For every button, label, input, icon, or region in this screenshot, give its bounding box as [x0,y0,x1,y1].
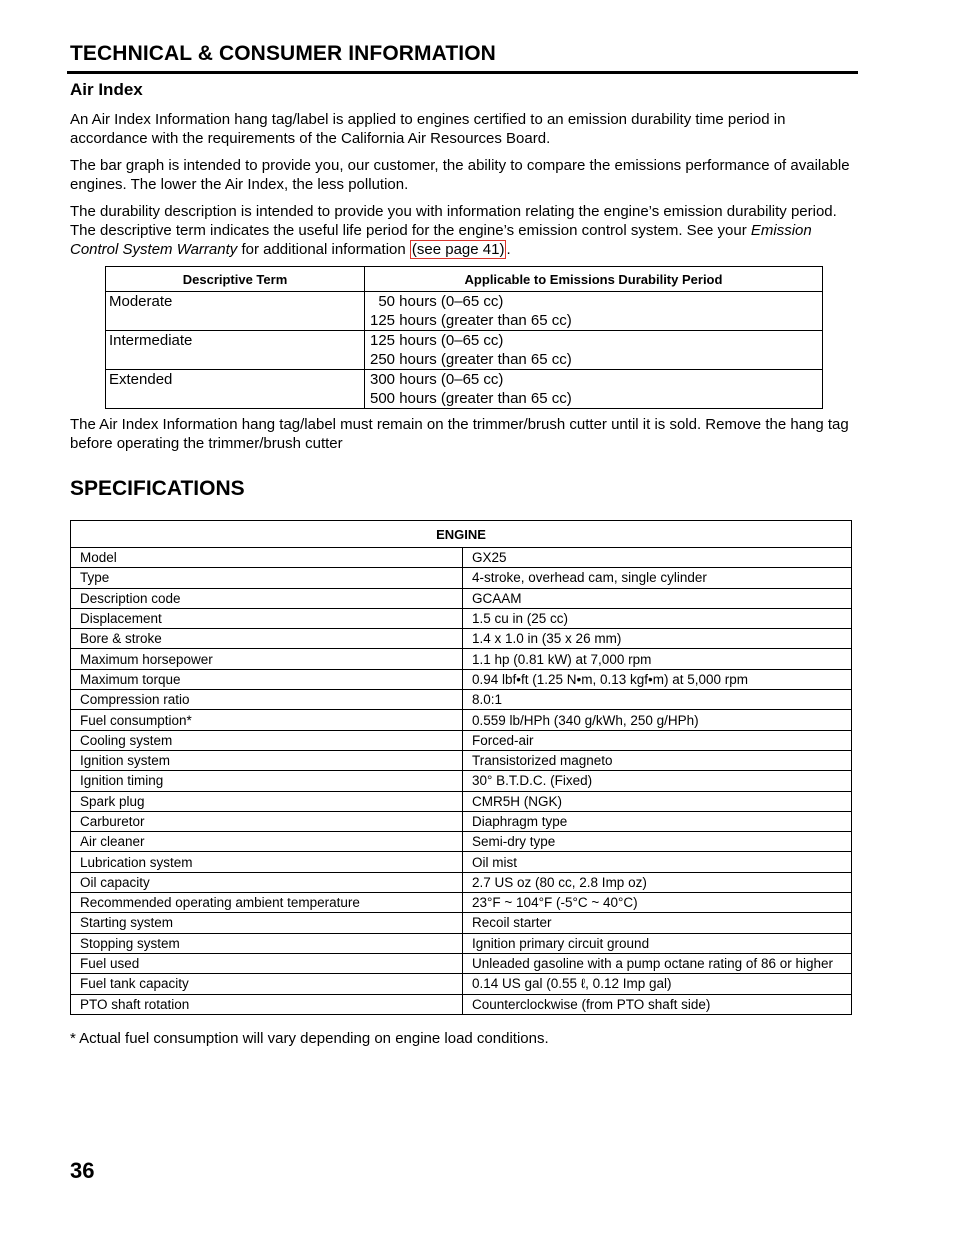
air-index-paragraph-3 [70,202,855,259]
period-line: 125 hours (greater than 65 cc) [370,312,572,329]
specifications-title: SPECIFICATIONS [70,477,245,500]
table-row [71,933,852,953]
spec-label-cell: Ignition timing [71,771,463,791]
spec-label-cell: Maximum torque [71,669,463,689]
spec-label-cell: Recommended operating ambient temperature [71,893,463,913]
spec-value-cell: Transistorized magneto [463,750,852,770]
spec-value-cell: 1.1 hp (0.81 kW) at 7,000 rpm [463,649,852,669]
spec-table-body [71,548,852,1015]
spec-label-cell: Starting system [71,913,463,933]
air-index-paragraph-1: An Air Index Information hang tag/label is applied to engines certified to an emission durability time period in accordance with the requirements of the California Air Resources Board. [70,111,786,147]
spec-value-cell: 1.5 cu in (25 cc) [463,608,852,628]
table-row [71,913,852,933]
durability-period-cell [365,331,823,370]
spec-label-cell: Fuel consumption* [71,710,463,730]
spec-label-cell: Compression ratio [71,690,463,710]
spec-value-cell: Unleaded gasoline with a pump octane rating of 86 or higher [463,953,852,973]
fuel-consumption-footnote: * Actual fuel consumption will vary depending on engine load conditions. [70,1030,549,1047]
period-line: 50 hours (0–65 cc) [370,293,504,310]
table-row [71,608,852,628]
spec-value-cell: Forced-air [463,730,852,750]
spec-value-cell: 0.14 US gal (0.55 ℓ, 0.12 Imp gal) [463,974,852,994]
spec-value-cell: 2.7 US oz (80 cc, 2.8 Imp oz) [463,872,852,892]
spec-value-cell: Ignition primary circuit ground [463,933,852,953]
spec-value-cell: 1.4 x 1.0 in (35 x 26 mm) [463,629,852,649]
table-row [106,292,823,331]
spec-label-cell: Spark plug [71,791,463,811]
spec-value-cell: 8.0:1 [463,690,852,710]
spec-label-cell: Stopping system [71,933,463,953]
engine-specifications-table [70,520,852,1015]
table-row [71,649,852,669]
engine-header: ENGINE [71,521,852,548]
descriptive-term-cell: Extended [106,370,365,409]
air-index-heading: Air Index [70,80,143,99]
durability-period-cell [365,292,823,331]
air-index-paragraph-2: The bar graph is intended to provide you, our customer, the ability to compare the emissions performance of available engines. The lower the Air Index, the less pollution. [70,157,850,193]
durability-table [105,266,823,409]
table-row [71,872,852,892]
table-row [106,331,823,370]
column-header-descriptive-term: Descriptive Term [106,267,365,292]
spec-label-cell: Bore & stroke [71,629,463,649]
table-row [71,629,852,649]
table-row [71,974,852,994]
period-line: 250 hours (greater than 65 cc) [370,351,572,368]
table-row [71,832,852,852]
spec-value-cell: 30° B.T.D.C. (Fixed) [463,771,852,791]
table-row [71,568,852,588]
table-row [71,953,852,973]
spec-label-cell: Model [71,548,463,568]
spec-label-cell: Cooling system [71,730,463,750]
spec-value-cell: Diaphragm type [463,811,852,831]
spec-label-cell: Fuel tank capacity [71,974,463,994]
spec-value-cell: 0.559 lb/HPh (340 g/kWh, 250 g/HPh) [463,710,852,730]
table-row [71,750,852,770]
spec-value-cell: 0.94 lbf•ft (1.25 N•m, 0.13 kgf•m) at 5,000 rpm [463,669,852,689]
spec-label-cell: Maximum horsepower [71,649,463,669]
table-row [71,730,852,750]
table-row [71,690,852,710]
table-row [71,811,852,831]
table-row [71,791,852,811]
table-row [71,710,852,730]
table-row [106,370,823,409]
air-index-paragraph-4: The Air Index Information hang tag/label must remain on the trimmer/brush cutter until it is sold. Remove the hang tag before operating the trimmer/brush cutter [70,416,849,452]
table-row [71,893,852,913]
descriptive-term-cell: Moderate [106,292,365,331]
spec-label-cell: Carburetor [71,811,463,831]
spec-label-cell: Lubrication system [71,852,463,872]
spec-label-cell: Displacement [71,608,463,628]
table-row [71,669,852,689]
spec-value-cell: Recoil starter [463,913,852,933]
spec-table-header [71,521,852,548]
spec-label-cell: Fuel used [71,953,463,973]
durability-table-header [106,267,823,292]
table-row [71,771,852,791]
paragraph-3-end: . [506,241,511,258]
table-row [71,852,852,872]
spec-value-cell: 4-stroke, overhead cam, single cylinder [463,568,852,588]
spec-label-cell: Ignition system [71,750,463,770]
column-header-durability-period: Applicable to Emissions Durability Period [365,267,823,292]
spec-value-cell: CMR5H (NGK) [463,791,852,811]
spec-value-cell: Oil mist [463,852,852,872]
table-row [71,588,852,608]
spec-label-cell: Description code [71,588,463,608]
spec-value-cell: Counterclockwise (from PTO shaft side) [463,994,852,1014]
spec-label-cell: Type [71,568,463,588]
spec-value-cell: 23°F ~ 104°F (-5°C ~ 40°C) [463,893,852,913]
paragraph-3-text: The durability description is intended to provide you with information relating the engine’s emission durability period. The descriptive term indicates the useful life period for the engine’s emission control system. See your [70,203,837,239]
warranty-reference: Emission Control System Warranty [70,222,812,258]
spec-value-cell: Semi-dry type [463,832,852,852]
spec-label-cell: Air cleaner [71,832,463,852]
table-row [71,548,852,568]
descriptive-term-cell: Intermediate [106,331,365,370]
period-line: 500 hours (greater than 65 cc) [370,390,572,407]
table-row [71,994,852,1014]
paragraph-3-mid: for additional information [237,241,410,258]
period-line: 300 hours (0–65 cc) [370,371,504,388]
spec-label-cell: PTO shaft rotation [71,994,463,1014]
spec-label-cell: Oil capacity [71,872,463,892]
title-rule [67,71,858,74]
period-line: 125 hours (0–65 cc) [370,332,504,349]
durability-period-cell [365,370,823,409]
page-number: 36 [70,1158,95,1183]
see-page-41-link[interactable]: (see page 41) [411,241,505,258]
section-title: TECHNICAL & CONSUMER INFORMATION [70,42,496,65]
spec-value-cell: GX25 [463,548,852,568]
spec-value-cell: GCAAM [463,588,852,608]
